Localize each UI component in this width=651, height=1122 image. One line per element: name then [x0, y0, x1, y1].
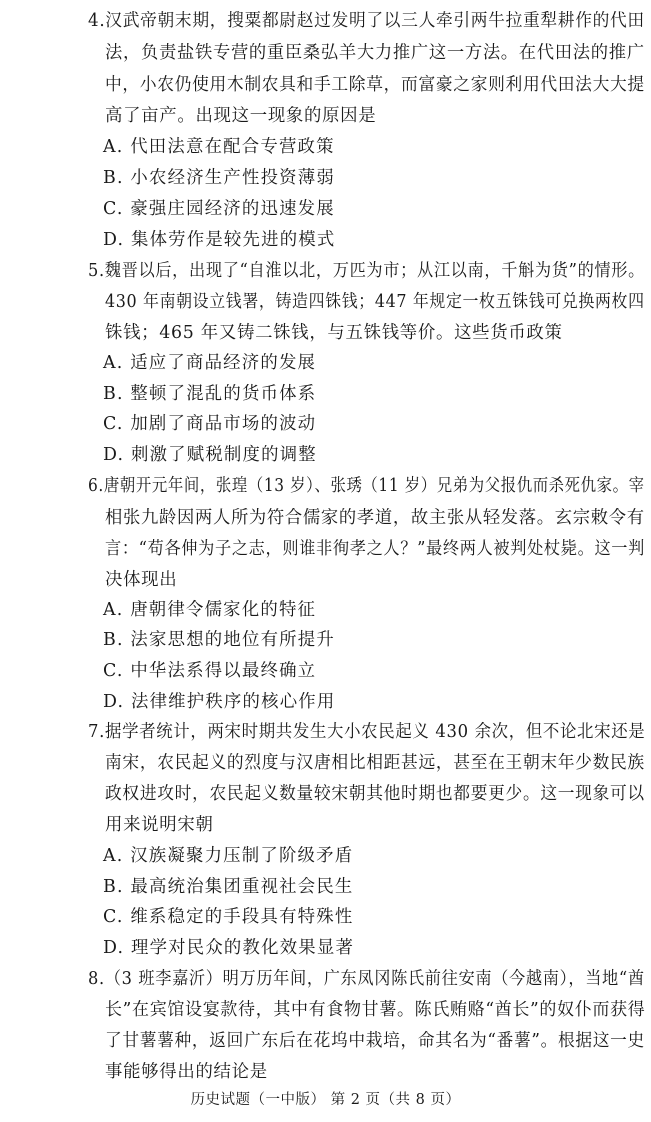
- question-4-stem-line-1: 4.汉武帝朝末期，搜粟都尉赵过发明了以三人牵引两牛拉重犁耕作的代田: [88, 11, 645, 31]
- question-4-option-b: B. 小农经济生产性投资薄弱: [103, 168, 335, 188]
- question-7-option-b: B. 最高统治集团重视社会民生: [103, 877, 354, 897]
- question-5-option-c: C. 加剧了商品市场的波动: [103, 414, 317, 434]
- question-6-stem-line-2: 相张九龄因两人所为符合儒家的孝道，故主张从轻发落。玄宗敕令有: [105, 508, 645, 528]
- question-4-stem-line-2: 法，负责盐铁专营的重臣桑弘羊大力推广这一方法。在代田法的推广: [105, 43, 645, 63]
- question-6-option-a: A. 唐朝律令儒家化的特征: [103, 600, 317, 620]
- question-5-option-d: D. 刺激了赋税制度的调整: [103, 445, 317, 465]
- question-7-stem-line-4: 用来说明宋朝: [105, 815, 214, 835]
- question-5-stem-line-2: 430 年南朝设立钱署，铸造四铢钱；447 年规定一枚五铢钱可兑换两枚四: [105, 292, 645, 312]
- question-6-stem-line-1: 6.唐朝开元年间，张瑝（13 岁）、张琇（11 岁）兄弟为父报仇而杀死仇家。宰: [88, 476, 645, 496]
- question-6-option-d: D. 法律维护秩序的核心作用: [103, 692, 336, 712]
- question-7-option-d: D. 理学对民众的教化效果显著: [103, 938, 355, 958]
- question-5-option-b: B. 整顿了混乱的货币体系: [103, 384, 317, 404]
- question-4-option-a: A. 代田法意在配合专营政策: [103, 137, 335, 157]
- question-6-option-c: C. 中华法系得以最终确立: [103, 661, 317, 681]
- question-6-stem-line-4: 决体现出: [105, 570, 178, 590]
- question-7-stem-line-1: 7.据学者统计，两宋时期共发生大小农民起义 430 余次，但不论北宋还是: [88, 722, 646, 742]
- question-7-stem-line-3: 政权进攻时，农民起义数量较宋朝其他时期也都要更少。这一现象可以: [105, 784, 645, 804]
- question-4-stem-line-4: 高了亩产。出现这一现象的原因是: [105, 106, 377, 126]
- question-8-stem-line-1: 8.（3 班李嘉沂）明万历年间，广东凤冈陈氏前往安南（今越南），当地“酋: [88, 969, 645, 989]
- question-5-option-a: A. 适应了商品经济的发展: [103, 353, 317, 373]
- question-6-option-b: B. 法家思想的地位有所提升: [103, 630, 335, 650]
- question-6-stem-line-3: 言：“苟各伸为子之志，则谁非徇孝之人？”最终两人被判处杖毙。这一判: [105, 539, 645, 559]
- question-8-stem-line-3: 了甘薯薯种，返回广东后在花坞中栽培，命其名为“番薯”。根据这一史: [105, 1031, 645, 1051]
- question-4-option-c: C. 豪强庄园经济的迅速发展: [103, 199, 335, 219]
- question-7-option-a: A. 汉族凝聚力压制了阶级矛盾: [103, 846, 354, 866]
- question-4-stem-line-3: 中，小农仍使用木制农具和手工除草，而富豪之家则利用代田法大大提: [105, 75, 645, 95]
- question-8-stem-line-2: 长”在宾馆设宴款待，其中有食物甘薯。陈氏贿赂“酋长”的奴仆而获得: [105, 1000, 646, 1020]
- question-7-option-c: C. 维系稳定的手段具有特殊性: [103, 907, 354, 927]
- question-7-stem-line-2: 南宋，农民起义的烈度与汉唐相比相距甚远，甚至在王朝末年少数民族: [105, 753, 645, 773]
- question-5-stem-line-1: 5.魏晋以后，出现了“自淮以北，万匹为市；从江以南，千斛为货”的情形。: [88, 261, 645, 281]
- question-8-stem-line-4: 事能够得出的结论是: [105, 1062, 268, 1082]
- page-footer: 历史试题（一中版） 第 2 页（共 8 页）: [190, 1092, 461, 1108]
- question-4-option-d: D. 集体劳作是较先进的模式: [103, 230, 336, 250]
- question-5-stem-line-3: 铢钱；465 年又铸二铢钱，与五铢钱等价。这些货币政策: [105, 323, 563, 343]
